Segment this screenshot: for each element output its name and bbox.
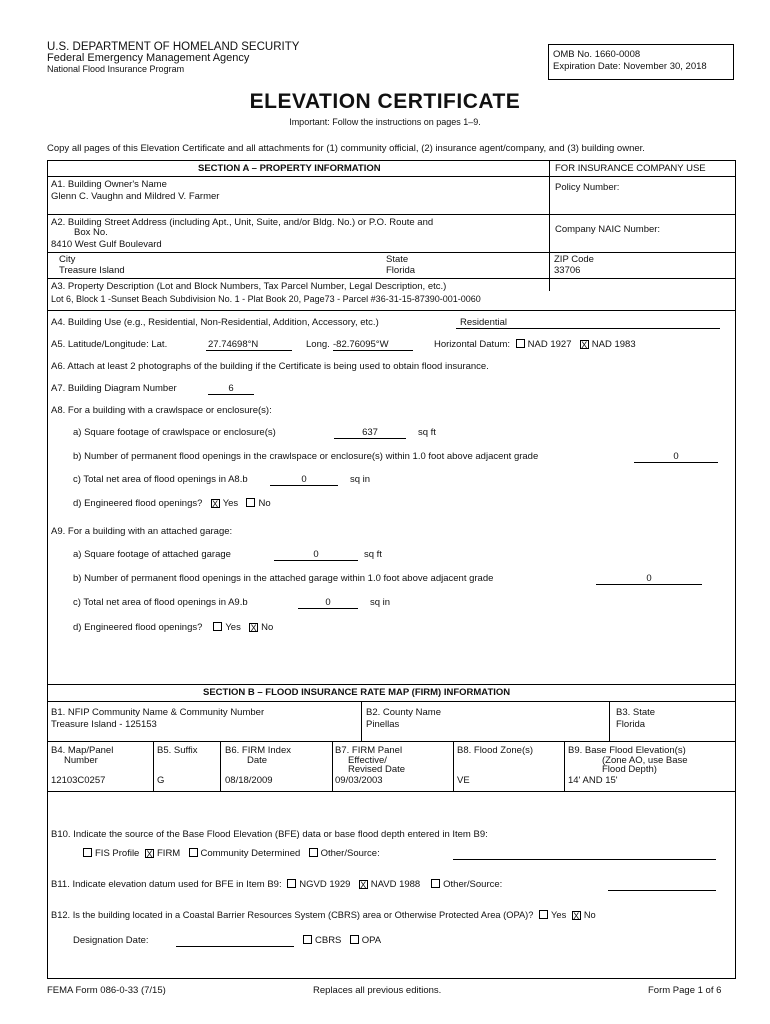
expiration-date: Expiration Date: November 30, 2018 <box>553 61 707 72</box>
a8-label: A8. For a building with a crawlspace or enclosure(s): <box>51 405 272 416</box>
agency-line-3: National Flood Insurance Program <box>47 64 185 74</box>
a1-label: A1. Building Owner's Name <box>51 179 167 190</box>
a3-property-description[interactable]: Lot 6, Block 1 -Sunset Beach Subdivision No. 1 - Plat Book 20, Page73 - Parcel #36-31-15-87390-001-0060 <box>51 294 481 304</box>
a5-longitude[interactable]: -82.76095°W <box>333 339 413 351</box>
b8-label: B8. Flood Zone(s) <box>457 745 534 756</box>
b10-firm-label: FIRM <box>157 848 181 859</box>
agency-line-2: Federal Emergency Management Agency <box>47 52 250 64</box>
divider <box>48 214 735 215</box>
cbrs-label: CBRS <box>315 935 342 946</box>
nad1927-checkbox[interactable] <box>516 339 525 348</box>
divider <box>48 701 735 702</box>
b7-panel-date[interactable]: 09/03/2003 <box>335 775 383 786</box>
cell-divider <box>609 701 610 741</box>
a6-label: A6. Attach at least 2 photographs of the building if the Certificate is being used to obtain flood insurance. <box>51 361 489 372</box>
a9a-garage-footage[interactable]: 0 <box>274 549 358 561</box>
a9a-label: a) Square footage of attached garage <box>73 549 231 560</box>
a9a-unit: sq ft <box>364 549 382 560</box>
a9d-label: d) Engineered flood openings? <box>73 622 203 633</box>
a9c-net-area[interactable]: 0 <box>298 597 358 609</box>
city-value[interactable]: Treasure Island <box>59 265 125 276</box>
a8d-yes-checkbox[interactable]: X <box>212 499 219 509</box>
insurance-use-heading: FOR INSURANCE COMPANY USE <box>555 163 706 174</box>
cell-divider <box>153 741 154 791</box>
b9-label-cont2: Flood Depth) <box>602 764 657 775</box>
b12-yes-label: Yes <box>551 910 567 920</box>
a8a-unit: sq ft <box>418 427 436 438</box>
cell-divider <box>361 701 362 741</box>
zip-label: ZIP Code <box>554 254 594 265</box>
b12-no-label: No <box>583 910 596 920</box>
a2-label: A2. Building Street Address (including Apt., Unit, Suite, and/or Bldg. No.) or P.O. Route and <box>51 217 434 228</box>
a3-label: A3. Property Description (Lot and Block Numbers, Tax Parcel Number, Legal Description, etc.) <box>51 281 447 292</box>
b5-suffix[interactable]: G <box>157 775 165 786</box>
b6-firm-index-date[interactable]: 08/18/2009 <box>225 775 273 786</box>
omb-number: OMB No. 1660-0008 <box>553 49 641 60</box>
page-title: ELEVATION CERTIFICATE <box>249 90 521 113</box>
b10-other-label: Other/Source: <box>320 848 380 859</box>
b7-label-cont2: Revised Date <box>348 764 406 775</box>
divider <box>48 791 735 792</box>
b11-row <box>51 879 502 890</box>
b12-label: B12. Is the building located in a Coastal Barrier Resources System (CBRS) area or Otherwise Protected Area (OPA)? <box>51 910 534 920</box>
nad1983-checkbox[interactable]: X <box>581 340 588 350</box>
designation-date-field[interactable] <box>176 935 294 947</box>
a1-owner-name[interactable]: Glenn C. Vaughn and Mildred V. Farmer <box>51 191 220 202</box>
b12-row <box>51 910 596 921</box>
a8c-unit: sq in <box>350 474 371 485</box>
b10-other-checkbox[interactable] <box>309 848 318 857</box>
a4-label: A4. Building Use (e.g., Residential, Non-Residential, Addition, Accessory, etc.) <box>51 317 379 328</box>
a9d-row <box>73 622 273 633</box>
nad1927-label: NAD 1927 <box>527 339 572 350</box>
form-frame <box>47 160 736 979</box>
opa-checkbox[interactable] <box>350 935 359 944</box>
a9-label: A9. For a building with an attached garage: <box>51 526 233 537</box>
zip-value[interactable]: 33706 <box>554 265 581 276</box>
b2-label: B2. County Name <box>366 707 441 718</box>
b9-label: B9. Base Flood Elevation(s) <box>568 745 686 756</box>
cell-divider <box>220 741 221 791</box>
cell-divider <box>332 741 333 791</box>
a8c-net-area[interactable]: 0 <box>270 474 338 486</box>
a5-label: A5. Latitude/Longitude: Lat. <box>51 339 168 350</box>
section-b-heading: SECTION B – FLOOD INSURANCE RATE MAP (FIRM) INFORMATION <box>203 687 511 698</box>
a5-datum-text: Horizontal Datum: <box>434 339 511 350</box>
a8c-label: c) Total net area of flood openings in A8.b <box>73 474 248 485</box>
b11-navd-checkbox[interactable]: X <box>360 880 367 890</box>
state-value[interactable]: Florida <box>386 265 416 276</box>
divider <box>48 278 735 279</box>
a7-label: A7. Building Diagram Number <box>51 383 177 394</box>
b11-ngvd-checkbox[interactable] <box>287 879 296 888</box>
replaces-note: Replaces all previous editions. <box>313 985 442 996</box>
a2-label-cont: Box No. <box>74 227 108 238</box>
b11-navd-label: NAVD 1988 <box>370 879 421 890</box>
cbrs-checkbox[interactable] <box>303 935 312 944</box>
copy-instructions: Copy all pages of this Elevation Certificate and all attachments for (1) community official, (2) insurance agent/company, and (3) building owner. <box>47 143 645 154</box>
b10-options <box>80 848 380 859</box>
a5-latitude[interactable]: 27.74698°N <box>206 339 292 351</box>
a8d-label: d) Engineered flood openings? <box>73 498 203 509</box>
b10-firm-checkbox[interactable]: X <box>146 849 153 859</box>
b10-label: B10. Indicate the source of the Base Flood Elevation (BFE) data or base flood depth entered in Item B9: <box>51 829 488 840</box>
a4-building-use[interactable]: Residential <box>456 317 720 329</box>
policy-number-label: Policy Number: <box>555 182 620 193</box>
naic-number-label: Company NAIC Number: <box>555 224 661 235</box>
b1-label: B1. NFIP Community Name & Community Number <box>51 707 265 718</box>
a5-datum-label <box>434 339 636 350</box>
b9-label-cont: (Zone AO, use Base <box>602 755 688 766</box>
b10-fis-label: FIS Profile <box>95 848 140 859</box>
b2-county[interactable]: Pinellas <box>366 719 400 730</box>
a9d-yes-label: Yes <box>225 622 241 633</box>
a8b-label: b) Number of permanent flood openings in the crawlspace or enclosure(s) within 1.0 foot above adjacent grade <box>73 451 539 462</box>
b4-label: B4. Map/Panel <box>51 745 114 756</box>
a9c-label: c) Total net area of flood openings in A9.b <box>73 597 248 608</box>
b11-other-checkbox[interactable] <box>431 879 440 888</box>
a9d-no-label: No <box>261 622 274 633</box>
b10-fis-checkbox[interactable] <box>83 848 92 857</box>
a8a-square-footage[interactable]: 637 <box>334 427 406 439</box>
omb-box <box>548 44 734 80</box>
b9-base-flood-elevation[interactable]: 14' AND 15' <box>568 775 618 786</box>
b4-label-cont: Number <box>64 755 98 766</box>
a8d-no-label: No <box>258 498 271 509</box>
nad1983-label: NAD 1983 <box>591 339 636 350</box>
a8d-no-checkbox[interactable] <box>246 498 255 507</box>
a7-diagram-number[interactable]: 6 <box>208 383 254 395</box>
cell-divider <box>453 741 454 791</box>
b10-other-source-field[interactable] <box>453 848 716 860</box>
designation-date-label: Designation Date: <box>73 935 149 946</box>
b12-designation-options <box>300 935 381 946</box>
opa-label: OPA <box>361 935 382 946</box>
a8d-yes-label: Yes <box>222 498 239 509</box>
divider <box>48 741 735 742</box>
state-label: State <box>386 254 409 265</box>
b12-yes-checkbox[interactable] <box>539 910 548 919</box>
agency-block <box>47 42 299 75</box>
b10-community-label: Community Determined <box>200 848 301 859</box>
b6-label: B6. FIRM Index <box>225 745 291 756</box>
a9b-garage-openings[interactable]: 0 <box>596 573 702 585</box>
a8a-label: a) Square footage of crawlspace or enclosure(s) <box>73 427 276 438</box>
b4-map-panel[interactable]: 12103C0257 <box>51 775 106 786</box>
divider <box>48 310 735 311</box>
b8-flood-zone[interactable]: VE <box>457 775 470 786</box>
b7-label-cont: Effective/ <box>348 755 387 766</box>
b10-community-checkbox[interactable] <box>189 848 198 857</box>
important-note: Important: Follow the instructions on pages 1–9. <box>289 117 481 127</box>
b3-label: B3. State <box>616 707 656 718</box>
a9d-yes-checkbox[interactable] <box>213 622 222 631</box>
b11-label: B11. Indicate elevation datum used for BFE in Item B9: <box>51 879 282 890</box>
b11-other-source-field[interactable] <box>608 879 716 891</box>
agency-line-1: U.S. DEPARTMENT OF HOMELAND SECURITY <box>47 41 300 53</box>
cell-divider <box>564 741 565 791</box>
b12-no-checkbox[interactable]: X <box>573 911 580 921</box>
city-label: City <box>59 254 76 265</box>
a9b-label: b) Number of permanent flood openings in the attached garage within 1.0 foot above adjacent grade <box>73 573 494 584</box>
a9d-no-checkbox[interactable]: X <box>250 623 257 633</box>
b5-label: B5. Suffix <box>157 745 198 756</box>
a5-long-label: Long. <box>306 339 330 350</box>
b6-label-cont: Date <box>247 755 268 766</box>
b3-state[interactable]: Florida <box>616 719 646 730</box>
section-a-heading: SECTION A – PROPERTY INFORMATION <box>198 163 381 174</box>
divider <box>48 252 735 253</box>
a9c-unit: sq in <box>370 597 391 608</box>
a8b-flood-openings[interactable]: 0 <box>634 451 718 463</box>
divider <box>48 684 735 685</box>
b11-ngvd-label: NGVD 1929 <box>299 879 351 890</box>
a2-street-address[interactable]: 8410 West Gulf Boulevard <box>51 239 162 250</box>
b7-label: B7. FIRM Panel <box>335 745 403 756</box>
form-number: FEMA Form 086-0-33 (7/15) <box>47 985 166 996</box>
a8d-row <box>73 498 271 509</box>
insurance-column-divider <box>549 161 550 291</box>
page-number: Form Page 1 of 6 <box>648 985 722 996</box>
b1-community[interactable]: Treasure Island - 125153 <box>51 719 157 730</box>
divider <box>48 176 735 177</box>
b11-other-label: Other/Source: <box>443 879 503 890</box>
